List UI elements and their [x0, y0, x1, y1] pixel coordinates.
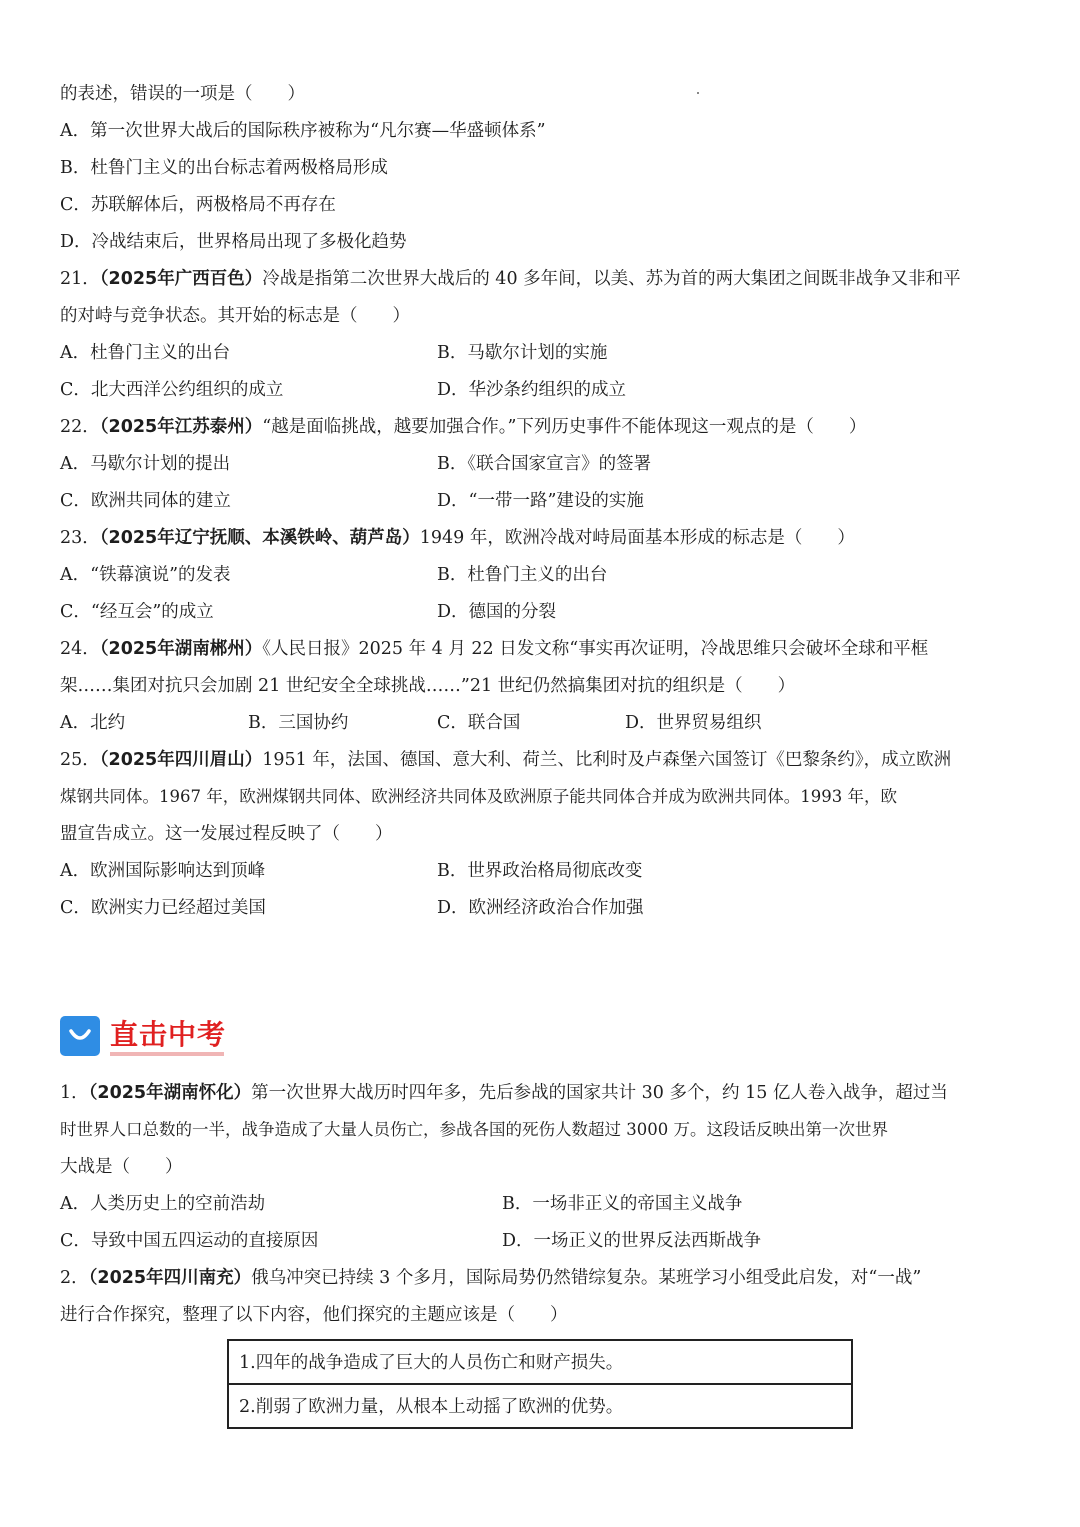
q21-stem — [60, 267, 961, 291]
q23-option-c[interactable]: C．“经互会”的成立 — [60, 602, 214, 622]
q21-option-c[interactable]: C．北大西洋公约组织的成立 — [60, 380, 284, 400]
q21-option-b[interactable]: B．马歇尔计划的实施 — [437, 343, 608, 363]
zq1-stem — [60, 1081, 948, 1105]
q25-option-a[interactable]: A．欧洲国际影响达到顶峰 — [60, 861, 266, 881]
q24-number: 24． — [60, 639, 100, 659]
zq2-number: 2． — [60, 1268, 89, 1288]
material-row-2: 2.削弱了欧洲力量，从根本上动摇了欧洲的优势。 — [239, 1397, 624, 1417]
q20-option-c[interactable]: C．苏联解体后，两极格局不再存在 — [60, 195, 336, 215]
zq2-source: （2025年四川南充） — [88, 1268, 252, 1288]
zq1-option-a[interactable]: A．人类历史上的空前浩劫 — [60, 1194, 266, 1214]
q20-option-a[interactable]: A．第一次世界大战后的国际秩序被称为“凡尔赛—华盛顿体系” — [60, 121, 546, 141]
scan-speck — [697, 92, 699, 94]
q25-option-c[interactable]: C．欧洲实力已经超过美国 — [60, 898, 266, 918]
q24-option-c[interactable]: C．联合国 — [437, 713, 521, 733]
q24-text-1: 《人民日报》2025 年 4 月 22 日发文称“事实再次证明，冷战思维只会破坏全球和平框 — [262, 639, 929, 659]
q25-stem — [60, 748, 951, 772]
q22-option-a[interactable]: A．马歇尔计划的提出 — [60, 454, 231, 474]
zq2-text-1: 俄乌冲突已持续 3 个多月，国际局势仍然错综复杂。某班学习小组受此启发，对“一战” — [251, 1268, 922, 1288]
q23-option-a[interactable]: A．“铁幕演说”的发表 — [60, 565, 231, 585]
zq1-source: （2025年湖南怀化） — [88, 1083, 252, 1103]
q20-option-d[interactable]: D．冷战结束后，世界格局出现了多极化趋势 — [60, 232, 407, 252]
q22-source: （2025年江苏泰州） — [99, 417, 263, 437]
zq2-text-2: 进行合作探究，整理了以下内容，他们探究的主题应该是（ ） — [60, 1305, 568, 1325]
q24-source: （2025年湖南郴州） — [99, 639, 263, 659]
q20-stem-tail: 的表述，错误的一项是（ ） — [60, 84, 305, 104]
q23-source: （2025年辽宁抚顺、本溪铁岭、葫芦岛） — [99, 528, 420, 548]
q21-source: （2025年广西百色） — [99, 269, 263, 289]
zq1-number: 1． — [60, 1083, 89, 1103]
q24-stem — [60, 637, 928, 661]
zq1-text-3: 大战是（ ） — [60, 1157, 183, 1177]
shopping-bag-icon — [60, 1016, 100, 1056]
q22-option-d[interactable]: D．“一带一路”建设的实施 — [437, 491, 644, 511]
zq1-text-2: 时世界人口总数的一半，战争造成了大量人员伤亡，参战各国的死伤人数超过 3000 万。这段话反映出第一次世界 — [60, 1120, 888, 1139]
q23-number: 23． — [60, 528, 100, 548]
q25-text-3: 盟宣告成立。这一发展过程反映了（ ） — [60, 824, 393, 844]
q23-stem — [60, 526, 855, 550]
q24-option-a[interactable]: A．北约 — [60, 713, 126, 733]
q21-number: 21． — [60, 269, 100, 289]
q24-option-b[interactable]: B．三国协约 — [248, 713, 349, 733]
q25-option-b[interactable]: B．世界政治格局彻底改变 — [437, 861, 643, 881]
q21-text-2: 的对峙与竞争状态。其开始的标志是（ ） — [60, 306, 410, 326]
q20-option-b[interactable]: B．杜鲁门主义的出台标志着两极格局形成 — [60, 158, 388, 178]
zq1-option-b[interactable]: B．一场非正义的帝国主义战争 — [502, 1194, 743, 1214]
q22-option-b[interactable]: B．《联合国家宣言》的签署 — [437, 454, 652, 474]
material-row-1: 1.四年的战争造成了巨大的人员伤亡和财产损失。 — [229, 1341, 851, 1385]
material-table — [227, 1339, 853, 1429]
q25-source: （2025年四川眉山） — [99, 750, 263, 770]
section-title-underline — [110, 1052, 224, 1056]
q25-text-2: 煤钢共同体。1967 年，欧洲煤钢共同体、欧洲经济共同体及欧洲原子能共同体合并成为欧洲共同体。1993 年，欧 — [60, 787, 897, 806]
q23-text-1: 1949 年，欧洲冷战对峙局面基本形成的标志是（ ） — [419, 528, 855, 548]
q24-option-d[interactable]: D．世界贸易组织 — [625, 713, 762, 733]
q25-number: 25． — [60, 750, 100, 770]
q21-option-a[interactable]: A．杜鲁门主义的出台 — [60, 343, 231, 363]
q25-option-d[interactable]: D．欧洲经济政治合作加强 — [437, 898, 644, 918]
zq1-option-c[interactable]: C．导致中国五四运动的直接原因 — [60, 1231, 319, 1251]
zq2-stem — [60, 1266, 921, 1290]
q23-option-b[interactable]: B．杜鲁门主义的出台 — [437, 565, 608, 585]
q22-number: 22． — [60, 417, 100, 437]
zq1-text-1: 第一次世界大战历时四年多，先后参战的国家共计 30 多个，约 15 亿人卷入战争，超过当 — [251, 1083, 948, 1103]
q21-option-d[interactable]: D．华沙条约组织的成立 — [437, 380, 627, 400]
q24-text-2: 架……集团对抗只会加剧 21 世纪安全全球挑战……”21 世纪仍然搞集团对抗的组织是（ ） — [60, 676, 796, 696]
zq1-option-d[interactable]: D．一场正义的世界反法西斯战争 — [502, 1231, 762, 1251]
q21-text-1: 冷战是指第二次世界大战后的 40 多年间，以美、苏为首的两大集团之间既非战争又非和平 — [262, 269, 961, 289]
q22-stem — [60, 415, 866, 439]
q23-option-d[interactable]: D．德国的分裂 — [437, 602, 557, 622]
q22-option-c[interactable]: C．欧洲共同体的建立 — [60, 491, 231, 511]
section-title: 直击中考 — [110, 1018, 227, 1051]
q25-text-1: 1951 年，法国、德国、意大利、荷兰、比利时及卢森堡六国签订《巴黎条约》，成立欧洲 — [262, 750, 952, 770]
q22-text-1: “越是面临挑战，越要加强合作。”下列历史事件不能体现这一观点的是（ ） — [262, 417, 867, 437]
